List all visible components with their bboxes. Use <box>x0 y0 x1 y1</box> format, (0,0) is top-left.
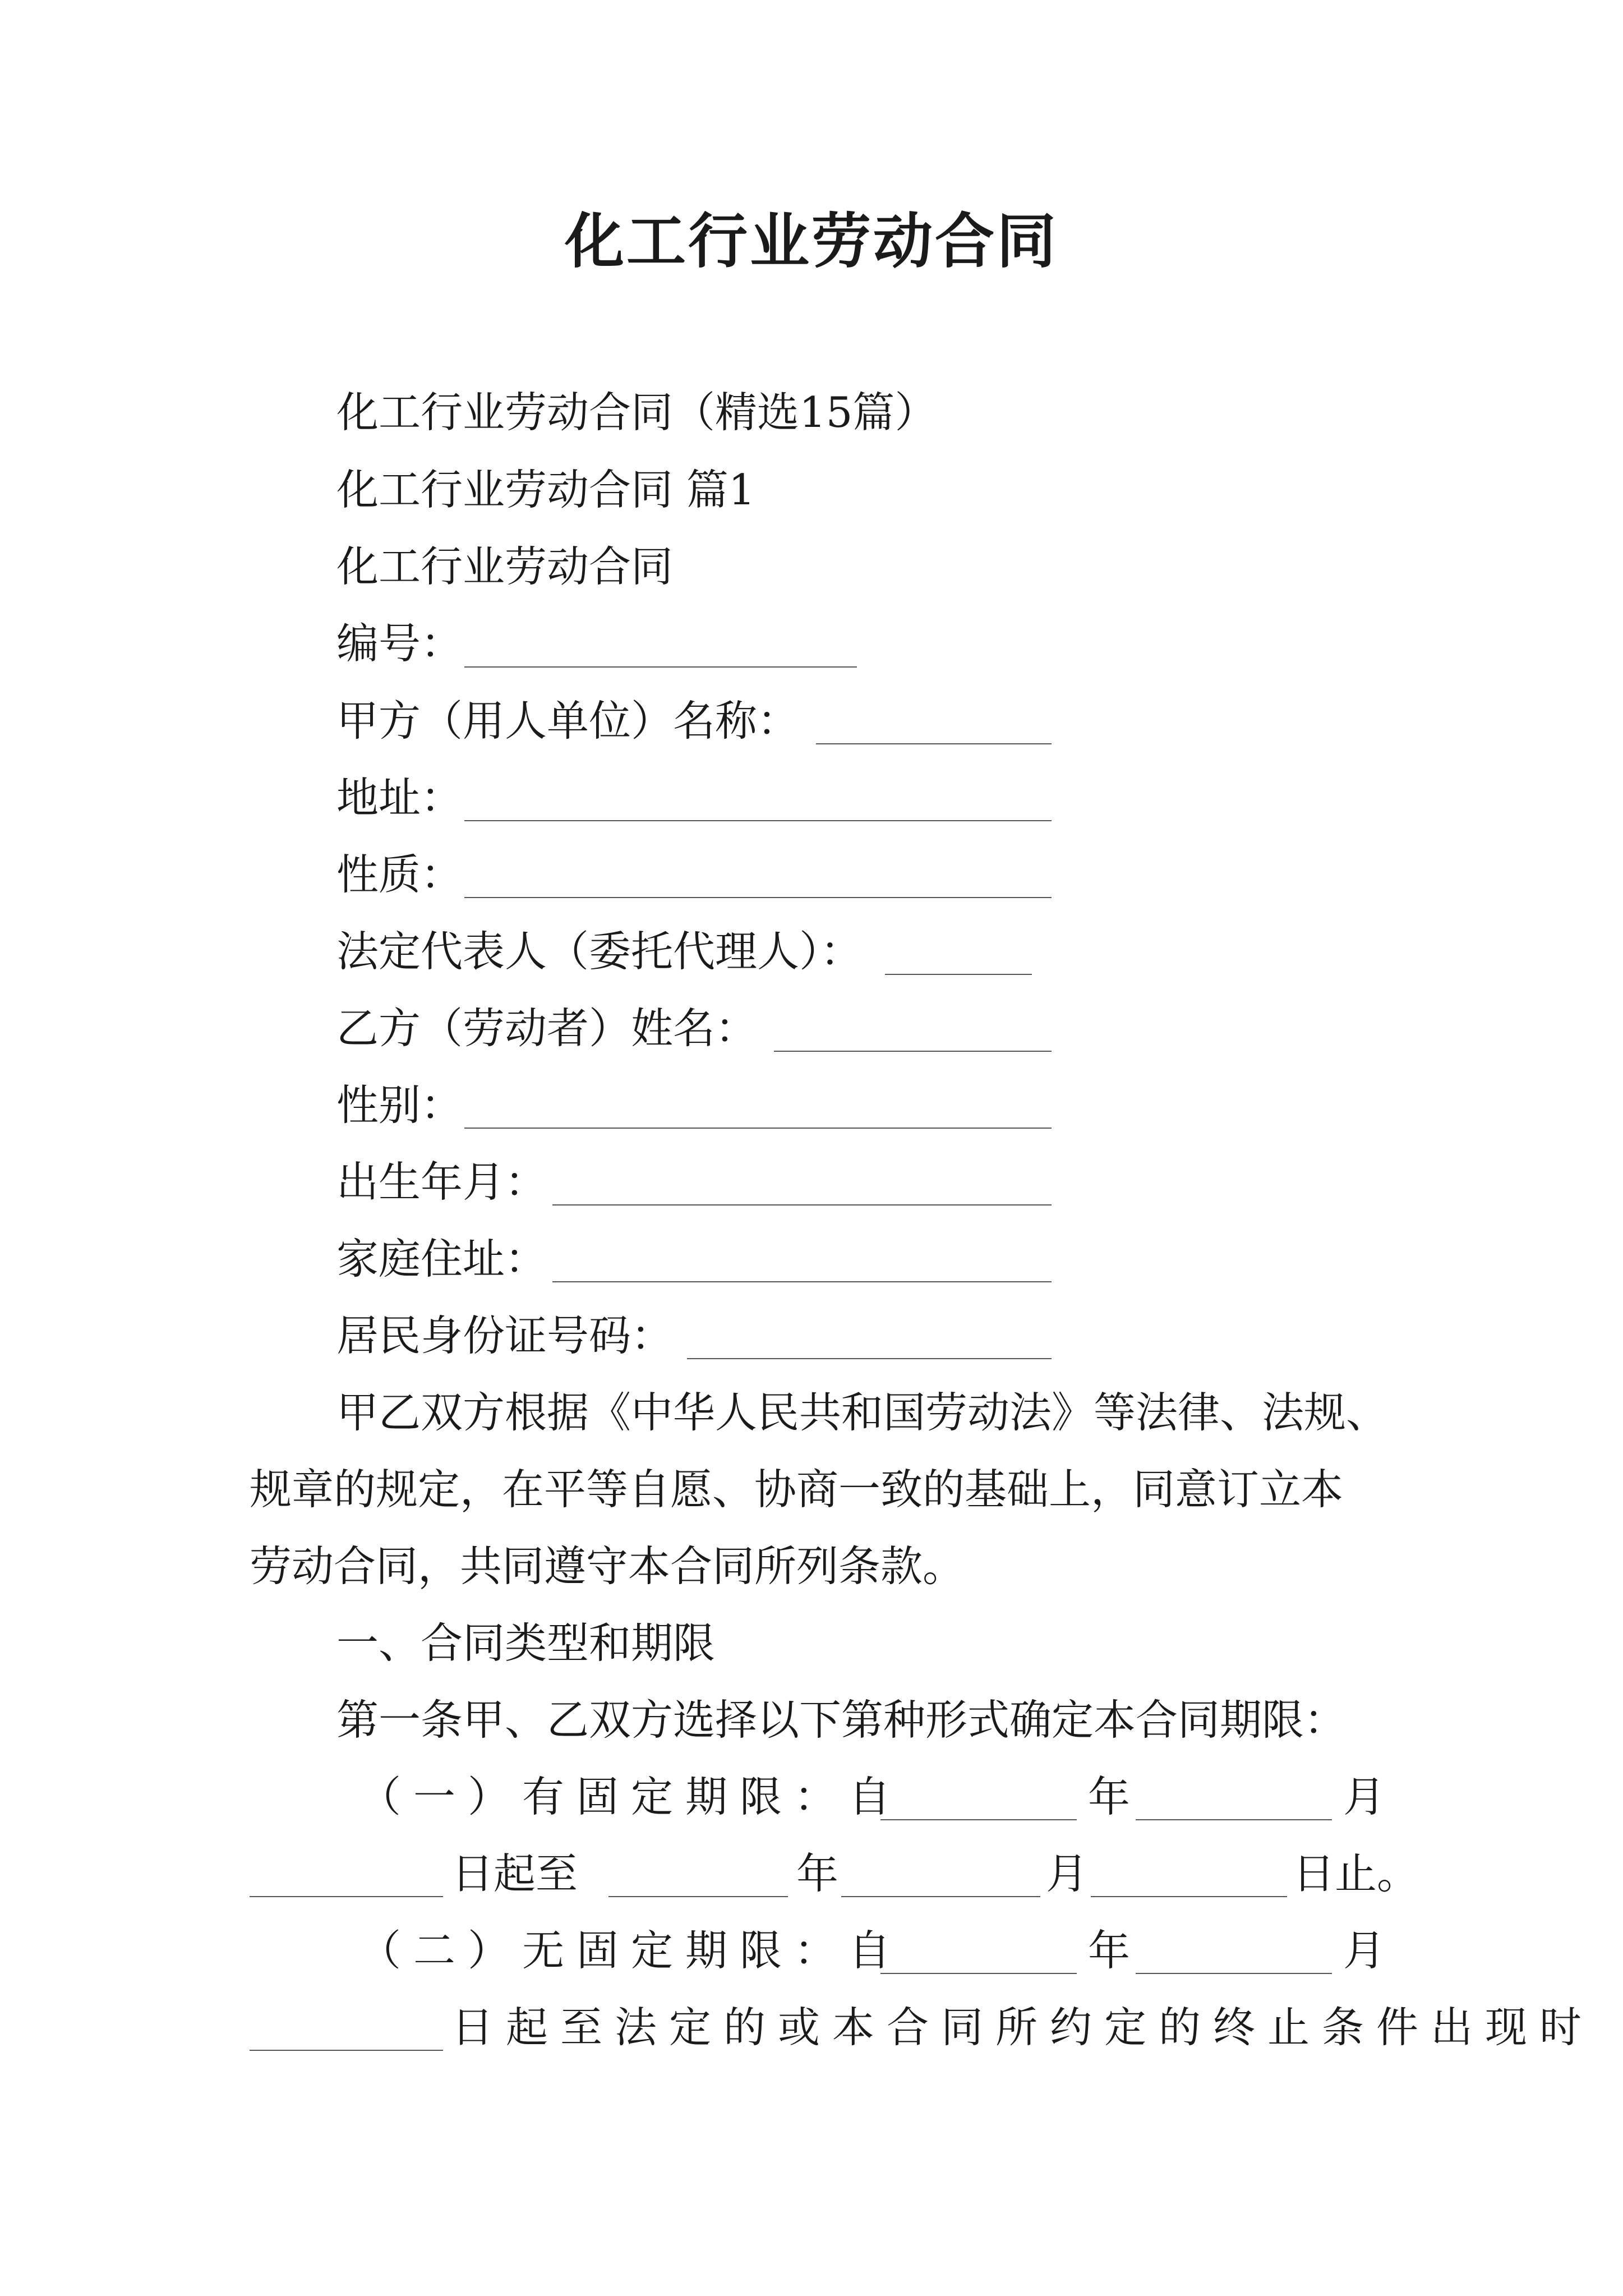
legal-rep-label: 法定代表人（委托代理人）： <box>336 927 863 976</box>
subtitle: 化工行业劳动合同（精选15篇） <box>336 388 937 437</box>
gender-blank[interactable] <box>464 1128 1052 1129</box>
legal-rep-blank[interactable] <box>885 974 1032 975</box>
unfixed-month-label: 月 <box>1343 1926 1386 1975</box>
gender-label: 性别： <box>336 1080 463 1130</box>
unfixed-from-day-blank[interactable] <box>250 2050 443 2051</box>
number-label: 编号： <box>336 619 463 668</box>
document-title: 化工行业劳动合同 <box>565 206 1058 276</box>
intro-line-1: 甲乙双方根据《中华人民共和国劳动法》等法律、法规、 <box>336 1388 1389 1437</box>
fixed-year2-label: 年 <box>796 1849 839 1898</box>
unfixed-rest-text: 日起至法定的或本合同所约定的终止条件出现时 <box>451 2003 1594 2052</box>
fixed-to-month-blank[interactable] <box>841 1896 1040 1897</box>
fixed-from-year-blank[interactable] <box>880 1819 1077 1820</box>
chapter-heading: 化工行业劳动合同 篇1 <box>336 465 755 514</box>
section-heading: 一、合同类型和期限 <box>336 1618 716 1668</box>
article-1: 第一条甲、乙双方选择以下第种形式确定本合同期限： <box>336 1695 1347 1745</box>
fixed-term-label: （一）有固定期限：自 <box>359 1772 903 1821</box>
birth-label: 出生年月： <box>336 1157 547 1207</box>
id-label: 居民身份证号码： <box>336 1311 674 1360</box>
unfixed-term-label: （二）无固定期限：自 <box>359 1926 903 1975</box>
intro-line-2: 规章的规定，在平等自愿、协商一致的基础上，同意订立本 <box>250 1465 1344 1514</box>
fixed-month-label: 月 <box>1343 1772 1386 1821</box>
unfixed-from-year-blank[interactable] <box>880 1973 1077 1974</box>
number-blank[interactable] <box>464 666 857 668</box>
fixed-to-day-blank[interactable] <box>1091 1896 1287 1897</box>
unfixed-from-month-blank[interactable] <box>1136 1973 1332 1974</box>
home-label: 家庭住址： <box>336 1234 547 1283</box>
fixed-from-day-blank[interactable] <box>250 1896 443 1897</box>
nature-blank[interactable] <box>464 897 1052 898</box>
unfixed-year-label: 年 <box>1088 1926 1131 1975</box>
fixed-month2-label: 月 <box>1046 1849 1089 1898</box>
party-b-label: 乙方（劳动者）姓名： <box>336 1004 758 1053</box>
fixed-year-label: 年 <box>1088 1772 1131 1821</box>
fixed-day-end-label: 日止。 <box>1293 1849 1419 1898</box>
fixed-day-from-label: 日起至 <box>451 1849 578 1898</box>
party-b-blank[interactable] <box>774 1051 1052 1052</box>
birth-blank[interactable] <box>552 1204 1052 1205</box>
fixed-from-month-blank[interactable] <box>1136 1819 1332 1820</box>
fixed-to-year-blank[interactable] <box>608 1896 788 1897</box>
home-blank[interactable] <box>552 1281 1052 1282</box>
party-a-label: 甲方（用人单位）名称： <box>336 696 800 746</box>
id-blank[interactable] <box>687 1358 1052 1359</box>
address-label: 地址： <box>336 773 463 822</box>
nature-label: 性质： <box>336 850 463 899</box>
party-a-blank[interactable] <box>816 743 1052 744</box>
contract-heading: 化工行业劳动合同 <box>336 542 674 591</box>
intro-line-3: 劳动合同，共同遵守本合同所列条款。 <box>250 1542 965 1591</box>
address-blank[interactable] <box>464 820 1052 821</box>
